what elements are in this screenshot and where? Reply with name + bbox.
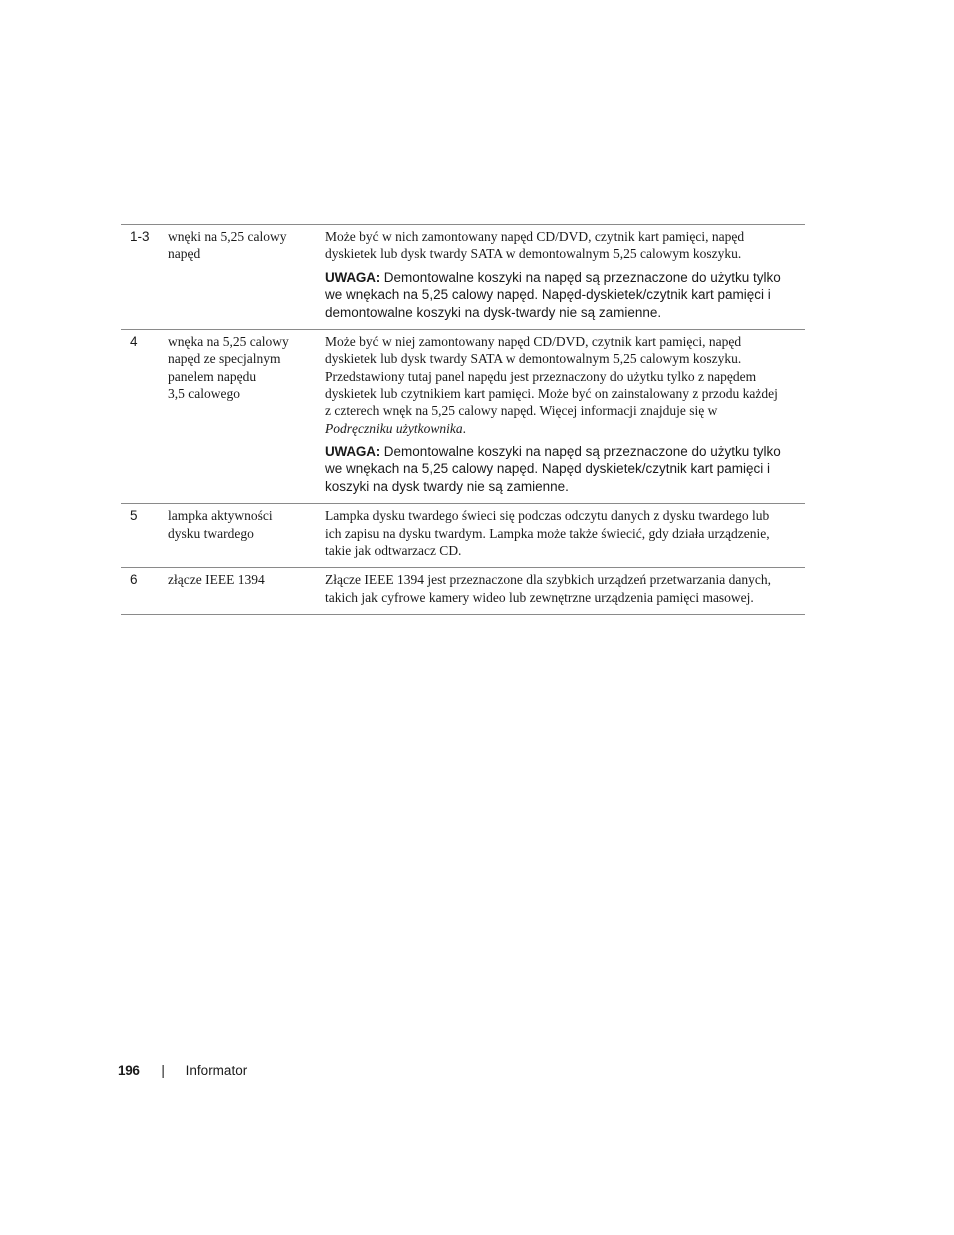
item-description [325,504,805,568]
item-description [325,225,805,330]
footer-separator: | [161,1063,165,1078]
description-line: Może być w niej zamontowany napęd CD/DVD, czytnik kart pamięci, napęd [325,334,742,350]
note-line: Demontowalne koszyki na napęd są przeznaczone do użytku tylko [380,269,781,285]
table-row [121,225,805,330]
note-line: demontowalne koszyki na dysk-twardy nie są zamienne. [325,304,662,320]
item-name-line: lampka aktywności [168,508,273,524]
note-label: UWAGA: [325,269,381,285]
note-line: we wnękach na 5,25 calowy napęd. Napęd-dyskietek/czytnik kart pamięci i [325,287,771,303]
item-number: 1-3 [121,225,168,330]
item-name-line: napęd [168,246,201,262]
item-description [325,568,805,615]
item-name-line: złącze IEEE 1394 [168,572,265,588]
description-line: z czterech wnęk na 5,25 calowy napęd. Więcej informacji znajduje się w [325,403,718,419]
note [325,443,805,496]
item-name-line: 3,5 calowego [168,385,240,401]
item-number: 6 [121,568,168,615]
item-name-line: wnęki na 5,25 calowy [168,229,287,244]
table-row [121,568,805,615]
section-title: Informator [185,1063,248,1078]
note-label: UWAGA: [325,443,381,459]
note-line: Demontowalne koszyki na napęd są przeznaczone do użytku tylko [380,443,781,459]
item-name-line: panelem napędu [168,368,257,384]
note [325,269,805,322]
description-line: takie jak odtwarzacz CD. [325,542,462,558]
item-number: 4 [121,330,168,504]
item-name [168,504,325,568]
description-line: dyskietek lub dysk twardy SATA w demontowalnym 5,25 calowym koszyku. [325,351,742,367]
table-row [121,504,805,568]
item-name-line: wnęka na 5,25 calowy [168,334,289,350]
note-line: koszyki na dysk twardy nie są zamienne. [325,478,569,494]
description-line: Może być w nich zamontowany napęd CD/DVD, czytnik kart pamięci, napęd [325,229,745,244]
item-description [325,330,805,504]
item-name [168,225,325,330]
note-line: we wnękach na 5,25 calowy napęd. Napęd dyskietek/czytnik kart pamięci i [325,461,770,477]
description-line: Lampka dysku twardego świeci się podczas odczytu danych z dysku twardego lub [325,508,770,524]
item-name-line: dysku twardego [168,525,254,541]
manual-title: Podręczniku użytkownika [325,420,463,436]
item-name [168,330,325,504]
description-text [325,571,805,606]
item-name [168,568,325,615]
description-punctuation: . [462,420,466,436]
table-row [121,330,805,504]
description-line: ich zapisu na dysku twardym. Lampka może także świecić, gdy działa urządzenie, [325,525,770,541]
component-table [121,224,805,615]
item-number: 5 [121,504,168,568]
description-line: dyskietek lub dysk twardy SATA w demontowalnym 5,25 calowym koszyku. [325,246,742,262]
description-line: dyskietek lub czytnikiem kart pamięci. Może być on zainstalowany z przodu każdej [325,385,778,401]
page-footer [118,1062,247,1079]
description-line: Złącze IEEE 1394 jest przeznaczone dla szybkich urządzeń przetwarzania danych, [325,572,772,588]
description-line: takich jak cyfrowe kamery wideo lub zewnętrzne urządzenia pamięci masowej. [325,589,754,605]
description-text [325,507,805,559]
description-text [325,228,805,263]
page-number: 196 [118,1063,140,1078]
item-name-line: napęd ze specjalnym [168,351,281,367]
description-line: Przedstawiony tutaj panel napędu jest przeznaczony do użytku tylko z napędem [325,368,757,384]
description-text [325,333,805,437]
